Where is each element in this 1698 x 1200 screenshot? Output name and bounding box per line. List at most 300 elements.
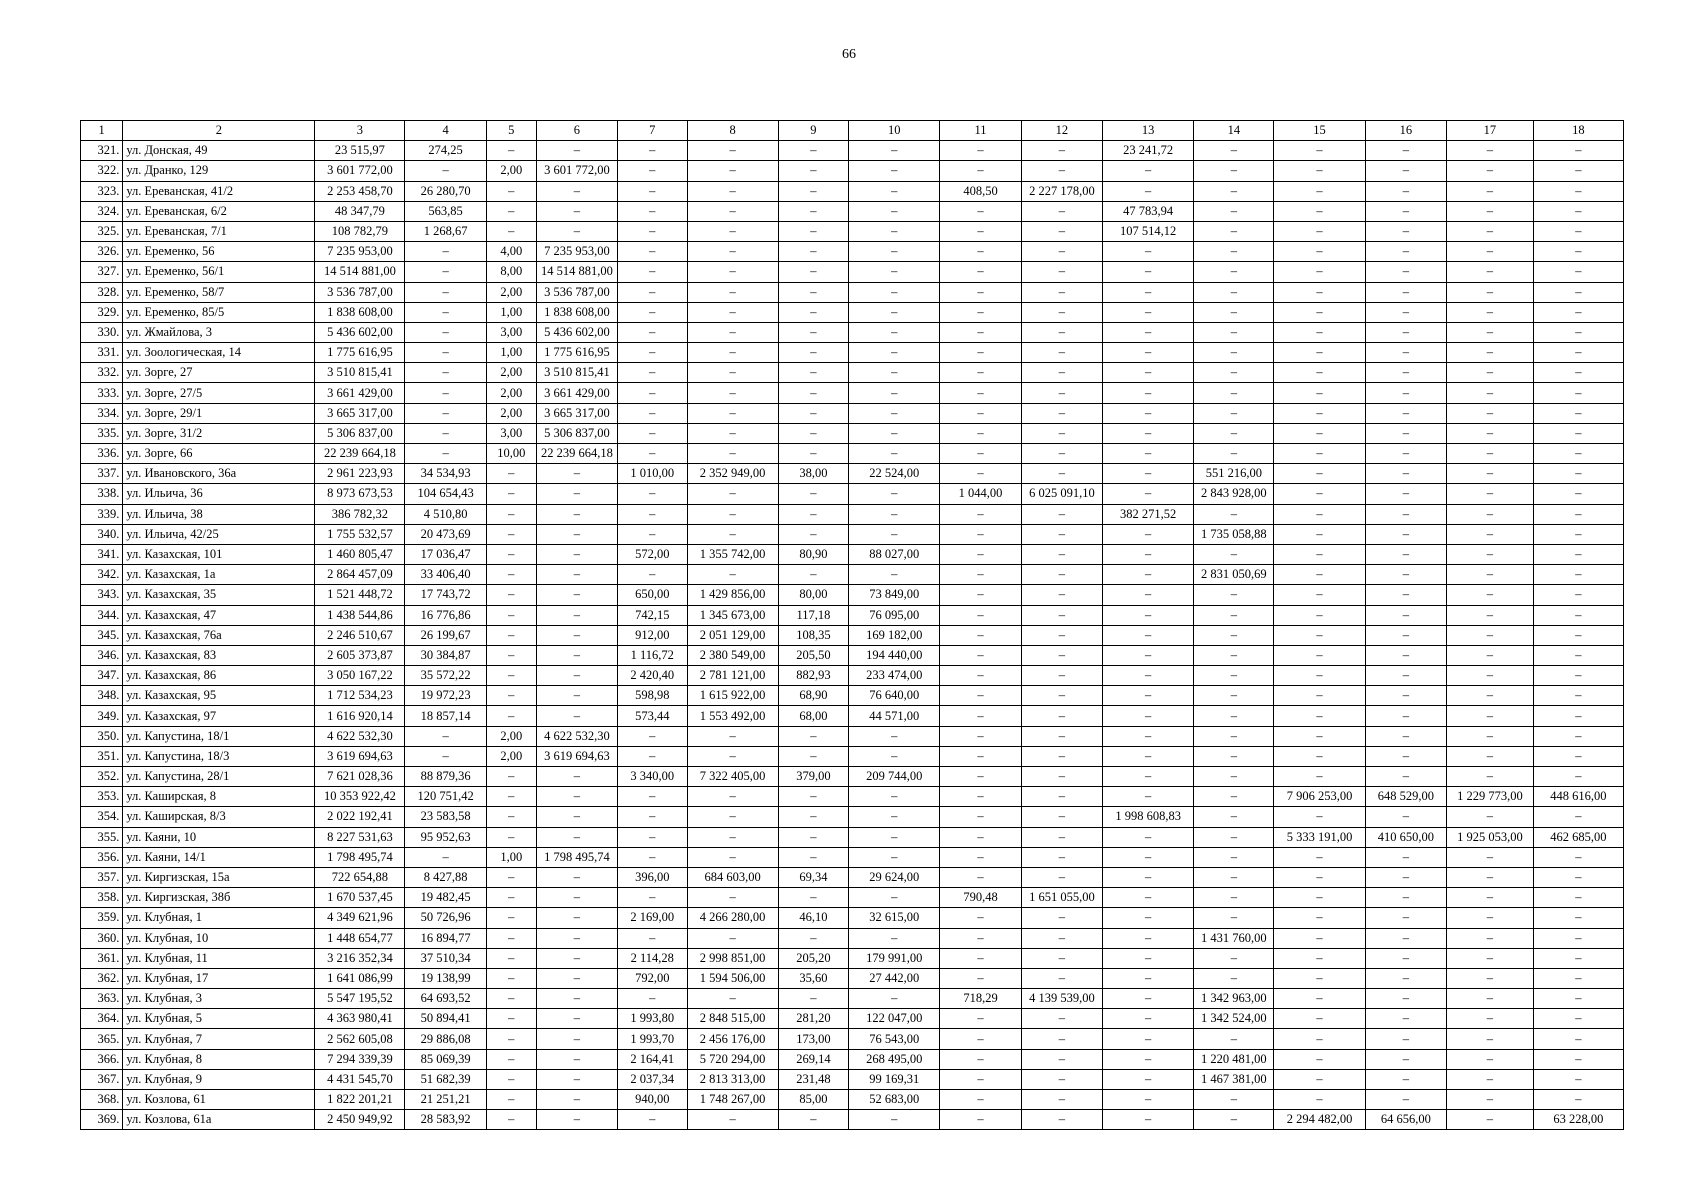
value-cell: – [1194,363,1274,383]
address-cell: ул. Каяни, 14/1 [123,847,315,867]
value-cell: 2 605 373,87 [315,645,405,665]
table-row [81,242,1624,262]
address-cell: ул. Капустина, 18/3 [123,746,315,766]
value-cell: – [1533,968,1623,988]
row-number-cell: 353. [81,787,123,807]
value-cell: 1 998 608,83 [1103,807,1194,827]
value-cell: – [1533,746,1623,766]
value-cell: – [1365,888,1446,908]
value-cell: – [1103,928,1194,948]
value-cell: – [1533,161,1623,181]
value-cell: 52 683,00 [849,1090,940,1110]
value-cell: – [1533,585,1623,605]
value-cell: – [1021,544,1102,564]
value-cell: – [536,1069,617,1089]
value-cell: – [1447,585,1534,605]
value-cell: – [1103,262,1194,282]
value-cell: – [940,867,1021,887]
value-cell: – [940,464,1021,484]
value-cell: – [1533,322,1623,342]
table-row [81,948,1624,968]
value-cell: 2 864 457,09 [315,565,405,585]
value-cell: – [1533,686,1623,706]
value-cell: 2 450 949,92 [315,1110,405,1130]
value-cell: – [1274,282,1365,302]
value-cell: – [1533,484,1623,504]
value-cell: – [618,242,687,262]
value-cell: – [1365,161,1446,181]
value-cell: 205,50 [778,645,849,665]
value-cell: 563,85 [405,201,486,221]
table-row [81,908,1624,928]
row-number-cell: 360. [81,928,123,948]
value-cell: – [778,827,849,847]
table-row [81,625,1624,645]
value-cell: 1 429 856,00 [687,585,778,605]
address-cell: ул. Каяни, 10 [123,827,315,847]
value-cell: – [849,383,940,403]
value-cell: – [618,726,687,746]
value-cell: – [940,1029,1021,1049]
value-cell: – [1274,686,1365,706]
address-cell: ул. Жмайлова, 3 [123,322,315,342]
value-cell: 5 306 837,00 [315,423,405,443]
value-cell: – [618,181,687,201]
value-cell: – [536,625,617,645]
value-cell: – [687,403,778,423]
value-cell: – [940,1110,1021,1130]
value-cell: 4 266 280,00 [687,908,778,928]
value-cell: – [536,1009,617,1029]
value-cell: – [1447,746,1534,766]
table-row [81,1029,1624,1049]
value-cell: 1 798 495,74 [315,847,405,867]
row-number-cell: 366. [81,1049,123,1069]
address-cell: ул. Капустина, 18/1 [123,726,315,746]
row-number-cell: 333. [81,383,123,403]
value-cell: – [1365,928,1446,948]
value-cell: 5 436 602,00 [536,322,617,342]
value-cell: – [1274,484,1365,504]
table-row [81,161,1624,181]
value-cell: 3 340,00 [618,767,687,787]
value-cell: 1,00 [486,343,536,363]
value-cell: – [536,504,617,524]
value-cell: – [1103,787,1194,807]
value-cell: – [1533,1009,1623,1029]
value-cell: – [486,867,536,887]
value-cell: – [687,787,778,807]
value-cell: – [778,1110,849,1130]
value-cell: 8,00 [486,262,536,282]
value-cell: 173,00 [778,1029,849,1049]
value-cell: 64 656,00 [1365,1110,1446,1130]
value-cell: – [486,1029,536,1049]
value-cell: – [778,181,849,201]
value-cell: – [1021,262,1102,282]
value-cell: – [536,989,617,1009]
value-cell: – [1274,645,1365,665]
address-cell: ул. Казахская, 1а [123,565,315,585]
value-cell: – [1447,605,1534,625]
value-cell: 2 114,28 [618,948,687,968]
value-cell: – [778,201,849,221]
value-cell: – [1365,464,1446,484]
value-cell: 268 495,00 [849,1049,940,1069]
value-cell: 233 474,00 [849,666,940,686]
value-cell: – [1447,383,1534,403]
value-cell: – [405,383,486,403]
value-cell: – [687,524,778,544]
value-cell: – [940,807,1021,827]
column-header: 14 [1194,121,1274,141]
value-cell: 1 467 381,00 [1194,1069,1274,1089]
value-cell: – [687,302,778,322]
value-cell: – [1533,908,1623,928]
value-cell: – [1103,867,1194,887]
value-cell: – [1274,1009,1365,1029]
value-cell: 194 440,00 [849,645,940,665]
value-cell: – [536,464,617,484]
value-cell: – [1103,464,1194,484]
value-cell: – [618,827,687,847]
value-cell: 2 246 510,67 [315,625,405,645]
value-cell: 1 615 922,00 [687,686,778,706]
value-cell: 73 849,00 [849,585,940,605]
value-cell: – [849,322,940,342]
row-number-cell: 338. [81,484,123,504]
column-header: 11 [940,121,1021,141]
value-cell: – [940,403,1021,423]
value-cell: – [1447,1069,1534,1089]
value-cell: – [940,1090,1021,1110]
value-cell: 462 685,00 [1533,827,1623,847]
address-cell: ул. Клубная, 7 [123,1029,315,1049]
value-cell: – [1365,565,1446,585]
value-cell: 2,00 [486,403,536,423]
value-cell: – [687,322,778,342]
value-cell: 2 961 223,93 [315,464,405,484]
value-cell: – [1274,726,1365,746]
column-header: 18 [1533,121,1623,141]
value-cell: – [1194,1090,1274,1110]
value-cell: – [849,363,940,383]
table-row [81,464,1624,484]
address-cell: ул. Клубная, 1 [123,908,315,928]
value-cell: – [1021,565,1102,585]
value-cell: – [940,221,1021,241]
value-cell: – [486,464,536,484]
value-cell: 68,00 [778,706,849,726]
value-cell: – [849,827,940,847]
row-number-cell: 364. [81,1009,123,1029]
value-cell: – [1533,444,1623,464]
value-cell: – [1021,242,1102,262]
value-cell: – [486,141,536,161]
value-cell: 8 227 531,63 [315,827,405,847]
value-cell: – [940,908,1021,928]
value-cell: – [1447,322,1534,342]
value-cell: – [1103,767,1194,787]
value-cell: – [1447,989,1534,1009]
row-number-cell: 362. [81,968,123,988]
value-cell: – [1103,625,1194,645]
value-cell: 573,44 [618,706,687,726]
value-cell: 16 894,77 [405,928,486,948]
row-number-cell: 343. [81,585,123,605]
value-cell: – [1194,706,1274,726]
value-cell: – [1533,888,1623,908]
value-cell: – [849,141,940,161]
value-cell: 1 822 201,21 [315,1090,405,1110]
value-cell: – [1533,242,1623,262]
row-number-cell: 342. [81,565,123,585]
value-cell: – [405,302,486,322]
value-cell: 4,00 [486,242,536,262]
value-cell: – [1103,565,1194,585]
value-cell: – [940,444,1021,464]
value-cell: – [1447,544,1534,564]
value-cell: – [1021,645,1102,665]
value-cell: – [536,484,617,504]
value-cell: – [1194,343,1274,363]
value-cell: 169 182,00 [849,625,940,645]
value-cell: – [849,201,940,221]
value-cell: – [1365,221,1446,241]
row-number-cell: 354. [81,807,123,827]
value-cell: 2 813 313,00 [687,1069,778,1089]
value-cell: 382 271,52 [1103,504,1194,524]
value-cell: – [1274,888,1365,908]
value-cell: – [1274,605,1365,625]
value-cell: – [1194,625,1274,645]
value-cell: – [940,141,1021,161]
value-cell: 7 235 953,00 [536,242,617,262]
row-number-cell: 327. [81,262,123,282]
address-cell: ул. Зорге, 66 [123,444,315,464]
column-header: 6 [536,121,617,141]
value-cell: 28 583,92 [405,1110,486,1130]
value-cell: – [1365,686,1446,706]
value-cell: 23 515,97 [315,141,405,161]
value-cell: – [486,767,536,787]
row-number-cell: 325. [81,221,123,241]
value-cell: – [1447,1049,1534,1069]
row-number-cell: 323. [81,181,123,201]
value-cell: – [1365,645,1446,665]
address-cell: ул. Еременко, 56/1 [123,262,315,282]
value-cell: – [486,908,536,928]
value-cell: 2 380 549,00 [687,645,778,665]
value-cell: – [1021,827,1102,847]
value-cell: 2,00 [486,161,536,181]
value-cell: – [536,645,617,665]
value-cell: – [1194,282,1274,302]
value-cell: – [1021,322,1102,342]
value-cell: 1 342 963,00 [1194,989,1274,1009]
value-cell: – [687,726,778,746]
value-cell: – [1021,787,1102,807]
address-cell: ул. Еременко, 58/7 [123,282,315,302]
value-cell: – [1103,605,1194,625]
value-cell: – [1194,726,1274,746]
value-cell: – [778,262,849,282]
value-cell: 274,25 [405,141,486,161]
value-cell: – [1103,242,1194,262]
value-cell: – [618,524,687,544]
value-cell: – [1103,1069,1194,1089]
table-body [81,141,1624,1130]
row-number-cell: 336. [81,444,123,464]
row-number-cell: 369. [81,1110,123,1130]
value-cell: 3 619 694,63 [315,746,405,766]
value-cell: – [1274,544,1365,564]
value-cell: – [1365,726,1446,746]
address-cell: ул. Киргизская, 38б [123,888,315,908]
table-row [81,423,1624,443]
value-cell: – [1533,989,1623,1009]
value-cell: 1 670 537,45 [315,888,405,908]
value-cell: 22 239 664,18 [315,444,405,464]
value-cell: 88 027,00 [849,544,940,564]
value-cell: 88 879,36 [405,767,486,787]
row-number-cell: 355. [81,827,123,847]
value-cell: – [1194,666,1274,686]
table-row [81,666,1624,686]
value-cell: – [1365,847,1446,867]
value-cell: – [1447,1029,1534,1049]
value-cell: – [1194,585,1274,605]
value-cell: – [536,605,617,625]
value-cell: – [536,767,617,787]
value-cell: 26 280,70 [405,181,486,201]
table-row [81,726,1624,746]
value-cell: – [1365,867,1446,887]
value-cell: – [778,343,849,363]
value-cell: – [486,1069,536,1089]
value-cell: 448 616,00 [1533,787,1623,807]
value-cell: – [1103,282,1194,302]
value-cell: 2 352 949,00 [687,464,778,484]
value-cell: 69,34 [778,867,849,887]
value-cell: – [536,706,617,726]
value-cell: 19 972,23 [405,686,486,706]
value-cell: – [778,888,849,908]
value-cell: – [1365,585,1446,605]
value-cell: – [1103,686,1194,706]
value-cell: – [778,302,849,322]
value-cell: – [940,423,1021,443]
value-cell: – [687,1110,778,1130]
table-row [81,141,1624,161]
value-cell: – [849,282,940,302]
value-cell: – [1274,565,1365,585]
value-cell: 48 347,79 [315,201,405,221]
value-cell: – [1021,928,1102,948]
value-cell: – [940,383,1021,403]
value-cell: – [1021,847,1102,867]
value-cell: 2 781 121,00 [687,666,778,686]
value-cell: – [687,746,778,766]
value-cell: – [1021,464,1102,484]
value-cell: 17 743,72 [405,585,486,605]
value-cell: – [778,161,849,181]
value-cell: – [1274,302,1365,322]
value-cell: – [1194,888,1274,908]
value-cell: – [1021,746,1102,766]
value-cell: – [1365,322,1446,342]
value-cell: 108 782,79 [315,221,405,241]
value-cell: – [618,1110,687,1130]
table-row [81,686,1624,706]
value-cell: 1 712 534,23 [315,686,405,706]
value-cell: – [1194,383,1274,403]
value-cell: – [486,221,536,241]
value-cell: – [1274,989,1365,1009]
page-number: 66 [842,47,856,62]
value-cell: – [1447,403,1534,423]
value-cell: – [687,161,778,181]
value-cell: – [940,585,1021,605]
value-cell: – [1533,1069,1623,1089]
value-cell: – [1274,262,1365,282]
value-cell: – [778,322,849,342]
value-cell: – [1274,585,1365,605]
value-cell: – [1021,221,1102,241]
value-cell: – [1533,928,1623,948]
value-cell: – [1103,888,1194,908]
value-cell: – [1274,1029,1365,1049]
value-cell: – [405,262,486,282]
value-cell: 1 345 673,00 [687,605,778,625]
column-header: 4 [405,121,486,141]
value-cell: 3 661 429,00 [315,383,405,403]
value-cell: – [486,544,536,564]
value-cell: – [687,141,778,161]
value-cell: – [486,201,536,221]
value-cell: – [1447,242,1534,262]
value-cell: – [778,403,849,423]
address-cell: ул. Еременко, 85/5 [123,302,315,322]
value-cell: – [1365,201,1446,221]
value-cell: 46,10 [778,908,849,928]
value-cell: – [1533,363,1623,383]
value-cell: – [940,746,1021,766]
value-cell: – [486,666,536,686]
table-row [81,746,1624,766]
value-cell: – [1365,605,1446,625]
value-cell: – [1194,302,1274,322]
value-cell: – [778,484,849,504]
value-cell: 2 164,41 [618,1049,687,1069]
value-cell: – [778,221,849,241]
table-row [81,383,1624,403]
value-cell: – [1194,322,1274,342]
value-cell: 4 431 545,70 [315,1069,405,1089]
value-cell: – [1021,625,1102,645]
value-cell: 29 624,00 [849,867,940,887]
value-cell: – [1274,908,1365,928]
column-header: 2 [123,121,315,141]
value-cell: – [618,161,687,181]
address-cell: ул. Зоологическая, 14 [123,343,315,363]
value-cell: 19 138,99 [405,968,486,988]
value-cell: 23 583,58 [405,807,486,827]
table-row [81,221,1624,241]
value-cell: – [1447,262,1534,282]
column-header: 8 [687,121,778,141]
value-cell: 14 514 881,00 [536,262,617,282]
